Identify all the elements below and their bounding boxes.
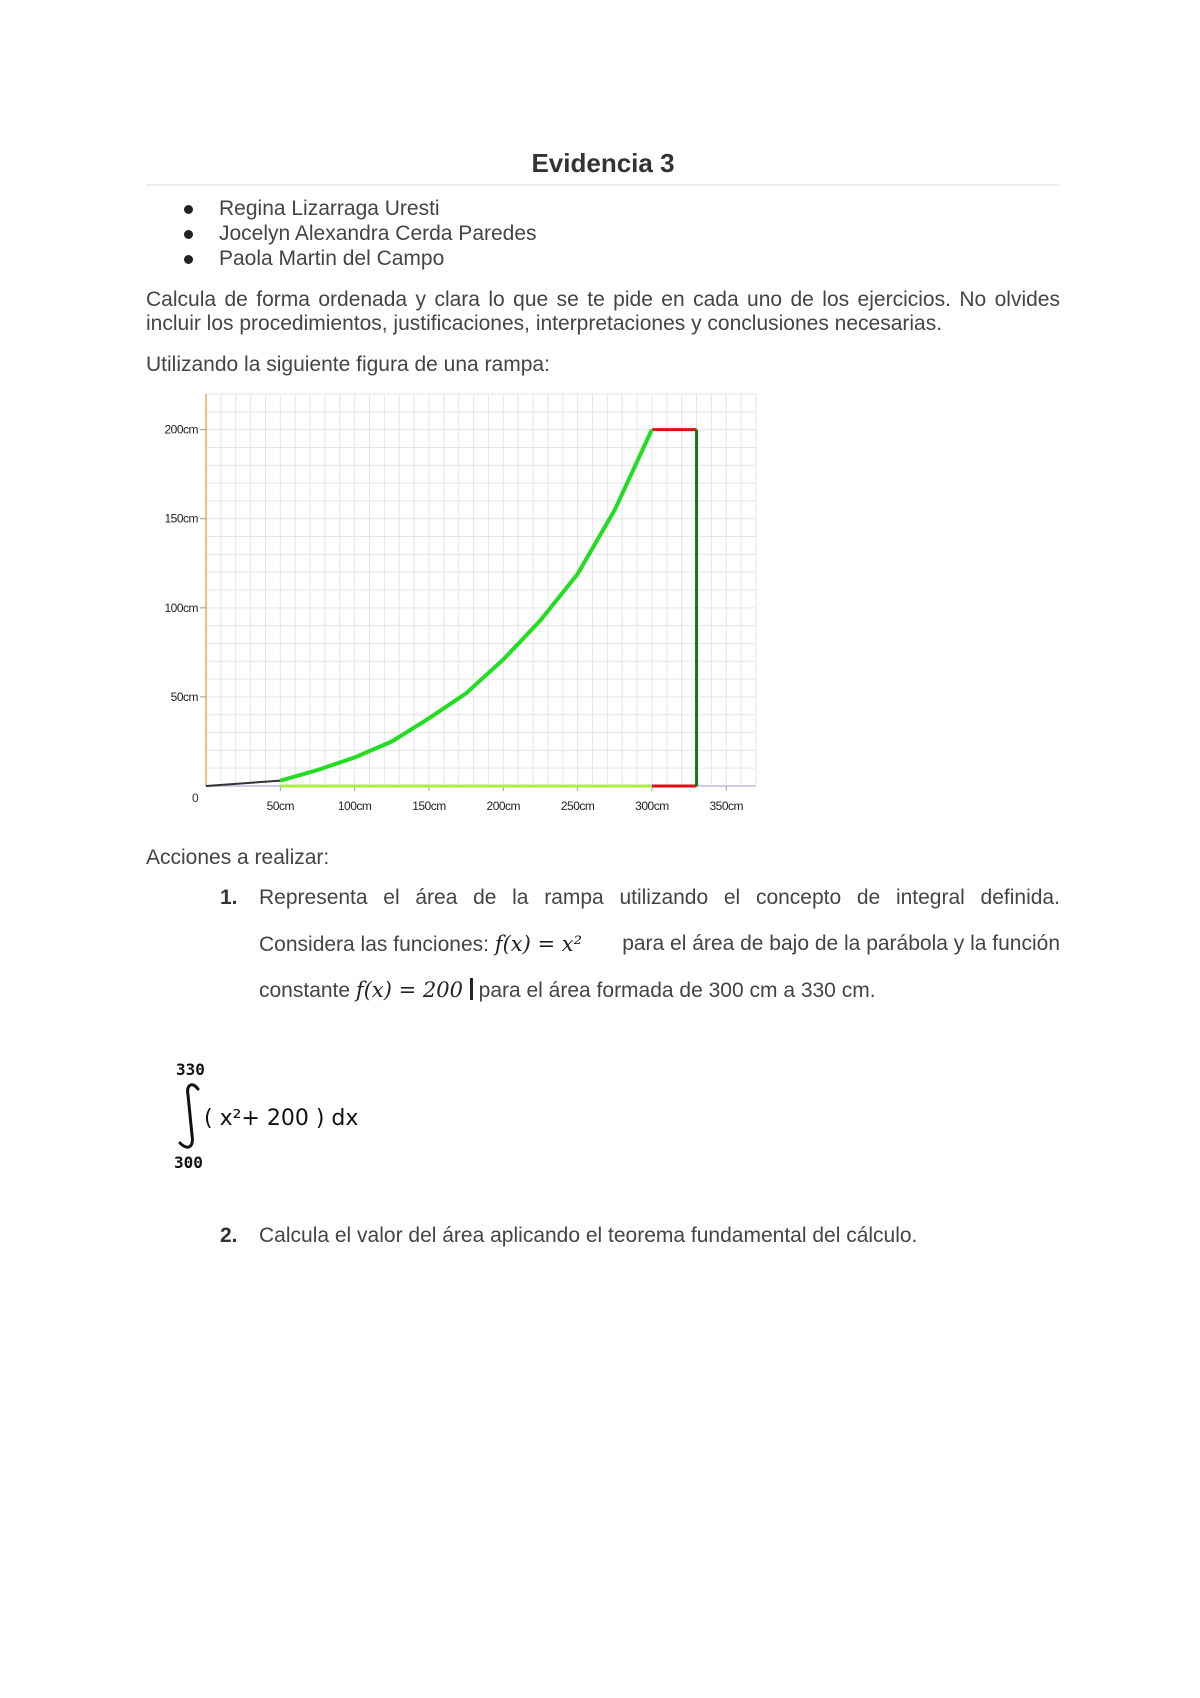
item-text: [259, 884, 1060, 1022]
text-fragment: para el área de bajo de la parábola y la función: [622, 932, 1060, 955]
y-tick-label: 100cm: [164, 600, 198, 615]
word: concepto: [755, 886, 842, 909]
ramp-chart: [146, 386, 766, 826]
word: utilizando: [619, 886, 709, 909]
word: la: [512, 886, 529, 909]
parabola-curve: [280, 430, 652, 781]
author-list: [146, 196, 537, 271]
bullet-icon: [184, 255, 193, 264]
list-item: [146, 246, 537, 271]
list-item: [146, 196, 537, 221]
item-text: Calcula el valor del área aplicando el teorema fundamental del cálculo.: [259, 1224, 918, 1247]
x-tick-label: 50cm: [266, 799, 294, 813]
author-name: Paola Martin del Campo: [219, 247, 445, 270]
y-tick-label: 50cm: [170, 689, 198, 704]
item-line: [259, 976, 1060, 1022]
instructions-paragraph: [146, 288, 1060, 336]
title-divider: [146, 184, 1060, 186]
y-tick-label: 150cm: [164, 511, 198, 526]
word: de: [473, 886, 497, 909]
page-title: Evidencia 3: [531, 148, 675, 178]
text-fragment: [259, 930, 582, 976]
word: rampa: [544, 886, 604, 909]
bullet-icon: [184, 230, 193, 239]
x-tick-label: 150cm: [412, 799, 446, 813]
text-fragment: constante: [259, 979, 351, 1002]
instructions-line: incluir los procedimientos, justificaciones, interpretaciones y conclusiones necesarias.: [146, 312, 943, 335]
word: de: [856, 886, 881, 909]
word: Representa: [259, 886, 368, 909]
author-name: Jocelyn Alexandra Cerda Paredes: [219, 222, 537, 245]
actions-heading: Acciones a realizar:: [146, 846, 330, 869]
item-number: 1.: [220, 886, 238, 909]
item-line: [259, 884, 1060, 930]
text-fragment: para el área formada de 300 cm a 330 cm.: [478, 979, 876, 1002]
text-fragment: Considera las funciones:: [259, 933, 489, 956]
integral-upper-limit: 330: [176, 1060, 205, 1079]
integral-integrand: ( x²+ 200 ) dx: [204, 1106, 359, 1131]
word: definida.: [980, 886, 1060, 909]
text-cursor-icon: [470, 978, 473, 1000]
x-tick-label: 300cm: [635, 799, 669, 813]
y-tick-label: 200cm: [164, 422, 198, 437]
integral-lower-limit: 300: [174, 1153, 203, 1172]
math-formula: f(x) = x²: [494, 932, 583, 956]
word: integral: [895, 886, 965, 909]
author-name: Regina Lizarraga Uresti: [219, 197, 440, 220]
word: el: [383, 886, 400, 909]
x-tick-label: 350cm: [709, 799, 744, 813]
word: el: [723, 886, 741, 909]
figure-intro: Utilizando la siguiente figura de una rampa:: [146, 353, 550, 376]
x-tick-label: 100cm: [337, 799, 372, 813]
integral-sign-icon: [180, 1085, 198, 1147]
math-formula: f(x) = 200: [355, 978, 463, 1002]
item-line: [259, 930, 1060, 976]
word: área: [415, 886, 458, 909]
x-tick-label: 200cm: [486, 799, 521, 813]
bullet-icon: [184, 205, 193, 214]
item-number: 2.: [220, 1224, 238, 1247]
x-tick-label: 250cm: [560, 799, 595, 813]
x-tick-label: 0: [192, 791, 199, 805]
handwritten-integral: [168, 1055, 408, 1175]
list-item: [146, 221, 537, 246]
instructions-line: Calcula de forma ordenada y clara lo que se te pide en cada uno de los ejercicios. No olvides: [146, 288, 1060, 311]
